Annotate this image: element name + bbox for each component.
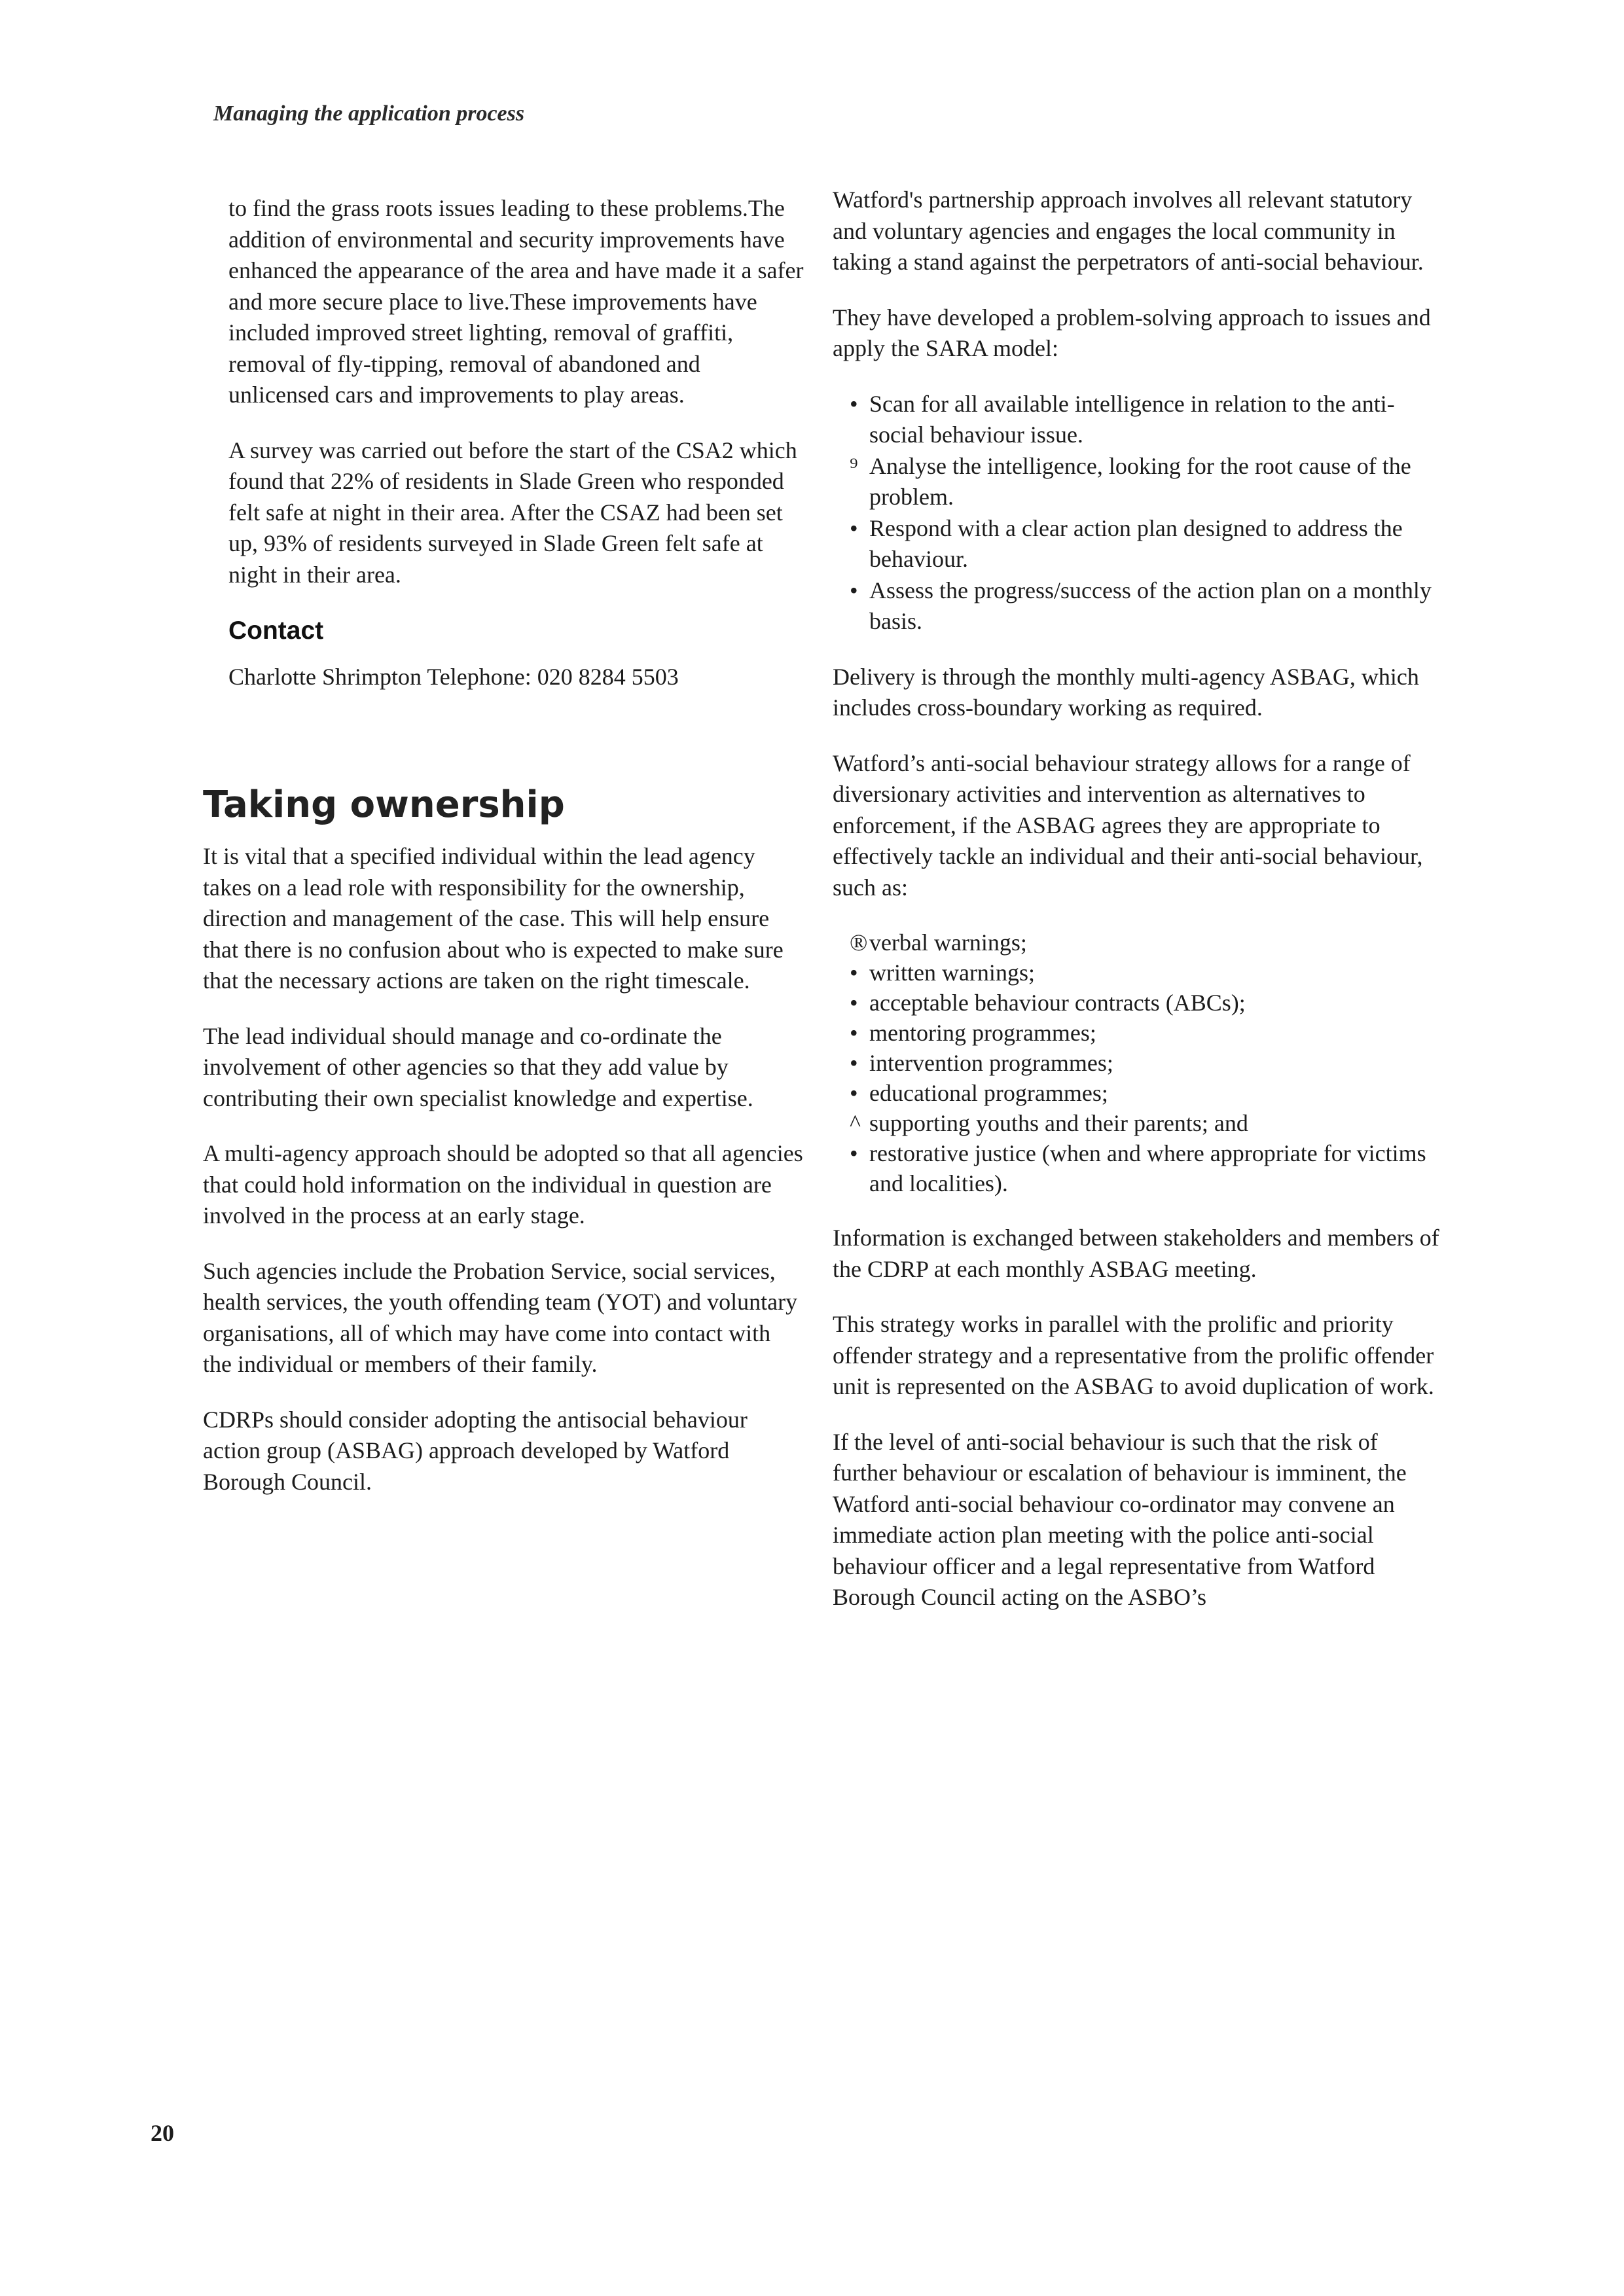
list-item-text: verbal warnings; — [869, 929, 1027, 956]
delivery-paragraph: Delivery is through the monthly multi-agency ASBAG, which includes cross-boundary working as required. — [833, 663, 1419, 721]
bullet-marker: • — [850, 577, 858, 603]
right-column — [833, 185, 1441, 1638]
bullet-marker: ⁹ — [850, 452, 858, 479]
escalation-paragraph: If the level of anti-social behaviour is such that the risk of further behaviour or escalation of behaviour is imminent, the Watford anti-social behaviour co-ordinator may convene an immediate action plan meeting with the police anti-social behaviour officer and a legal representative from Watford Borough Council acting on the ASBO’s — [833, 1428, 1407, 1610]
contact-line: Charlotte Shrimpton Telephone: 020 8284 5503 — [228, 664, 679, 690]
list-item-text: written warnings; — [869, 960, 1035, 986]
list-item — [833, 513, 1441, 575]
bullet-marker: • — [850, 1050, 858, 1076]
list-item — [833, 575, 1441, 637]
list-item — [833, 389, 1441, 451]
partnership-paragraph: Watford's partnership approach involves all relevant statutory and voluntary agencies and engages the local community in taking a stand against the perpetrators of anti-social behaviour. — [833, 187, 1424, 275]
list-item-text: educational programmes; — [869, 1080, 1108, 1106]
ownership-paragraph-2: The lead individual should manage and co-ordinate the involvement of other agencies so that they add value by contributing their own specialist knowledge and expertise. — [203, 1022, 753, 1111]
activity-list — [833, 927, 1441, 1198]
left-column-top — [228, 193, 804, 693]
bullet-marker: • — [850, 1140, 858, 1166]
bullet-marker: • — [850, 390, 858, 417]
list-item-text: restorative justice (when and where appropriate for victims and localities). — [869, 1140, 1426, 1196]
list-item — [833, 1018, 1441, 1048]
list-item-text: mentoring programmes; — [869, 1020, 1096, 1046]
list-item — [833, 1048, 1441, 1078]
list-item — [833, 1108, 1441, 1138]
list-item-text: acceptable behaviour contracts (ABCs); — [869, 990, 1246, 1016]
list-item-text: Analyse the intelligence, looking for the root cause of the problem. — [869, 452, 1411, 510]
strategy-paragraph: Watford’s anti-social behaviour strategy allows for a range of diversionary activities and intervention as alternatives to enforcement, if the ASBAG agrees they are appropriate to effectively tackle an individual and their anti-social behaviour, such as: — [833, 749, 1423, 901]
survey-paragraph: A survey was carried out before the start of the CSA2 which found that 22% of residents in Slade Green who responded felt safe at night in their area. After the CSAZ had been set up, 93% of residents surveyed in Slade Green felt safe at night in their area. — [228, 437, 797, 588]
contact-heading: Contact — [228, 617, 324, 645]
ownership-paragraph-3: A multi-agency approach should be adopted so that all agencies that could hold information on the individual in question are involved in the process at an early stage. — [203, 1140, 803, 1229]
list-item — [833, 927, 1441, 958]
bullet-marker: • — [850, 514, 858, 541]
ownership-paragraph-5: CDRPs should consider adopting the antisocial behaviour action group (ASBAG) approach developed by Watford Borough Council. — [203, 1406, 748, 1495]
section-title: Taking ownership — [203, 783, 565, 826]
bullet-marker: • — [850, 1020, 858, 1046]
exchange-paragraph: Information is exchanged between stakeholders and members of the CDRP at each monthly ASBAG meeting. — [833, 1225, 1439, 1282]
parallel-strategy-paragraph: This strategy works in parallel with the prolific and priority offender strategy and a representative from the prolific offender unit is represented on the ASBAG to avoid duplication of work. — [833, 1311, 1434, 1399]
list-item — [833, 1138, 1441, 1198]
bullet-marker: ^ — [850, 1110, 861, 1136]
list-item-text: Respond with a clear action plan designed to address the behaviour. — [869, 514, 1403, 572]
page-number: 20 — [151, 2120, 174, 2146]
list-item-text: intervention programmes; — [869, 1050, 1113, 1076]
ownership-paragraph-1: It is vital that a specified individual within the lead agency takes on a lead role with responsibility for the ownership, direction and management of the case. This will help ensure that there is no confusion about who is expected to make sure that the necessary actions are taken on the right timescale. — [203, 843, 784, 994]
list-item-text: Assess the progress/success of the action plan on a monthly basis. — [869, 577, 1432, 634]
bullet-marker: • — [850, 960, 858, 986]
bullet-marker: • — [850, 1080, 858, 1106]
sara-list — [833, 389, 1441, 637]
bullet-marker: ® — [850, 929, 868, 956]
left-column-body — [203, 841, 805, 1522]
list-item — [833, 958, 1441, 988]
ownership-paragraph-4: Such agencies include the Probation Service, social services, health services, the youth offending team (YOT) and voluntary organisations, all of which may have come into contact with the individual or members of their family. — [203, 1257, 798, 1377]
bullet-marker: • — [850, 990, 858, 1016]
list-item-text: Scan for all available intelligence in relation to the anti-social behaviour issue. — [869, 390, 1395, 448]
list-item — [833, 988, 1441, 1018]
sara-intro-paragraph: They have developed a problem-solving approach to issues and apply the SARA model: — [833, 304, 1431, 361]
intro-paragraph: to find the grass roots issues leading to these problems.The addition of environmental and security improvements have enhanced the appearance of the area and have made it a safer and more secure place to live.These improvements have included improved street lighting, removal of graffiti, removal of fly-tipping, removal of abandoned and unlicensed cars and improvements to play areas. — [228, 195, 804, 408]
list-item — [833, 451, 1441, 513]
list-item-text: supporting youths and their parents; and — [869, 1110, 1248, 1136]
running-header: Managing the application process — [213, 101, 525, 126]
list-item — [833, 1078, 1441, 1108]
